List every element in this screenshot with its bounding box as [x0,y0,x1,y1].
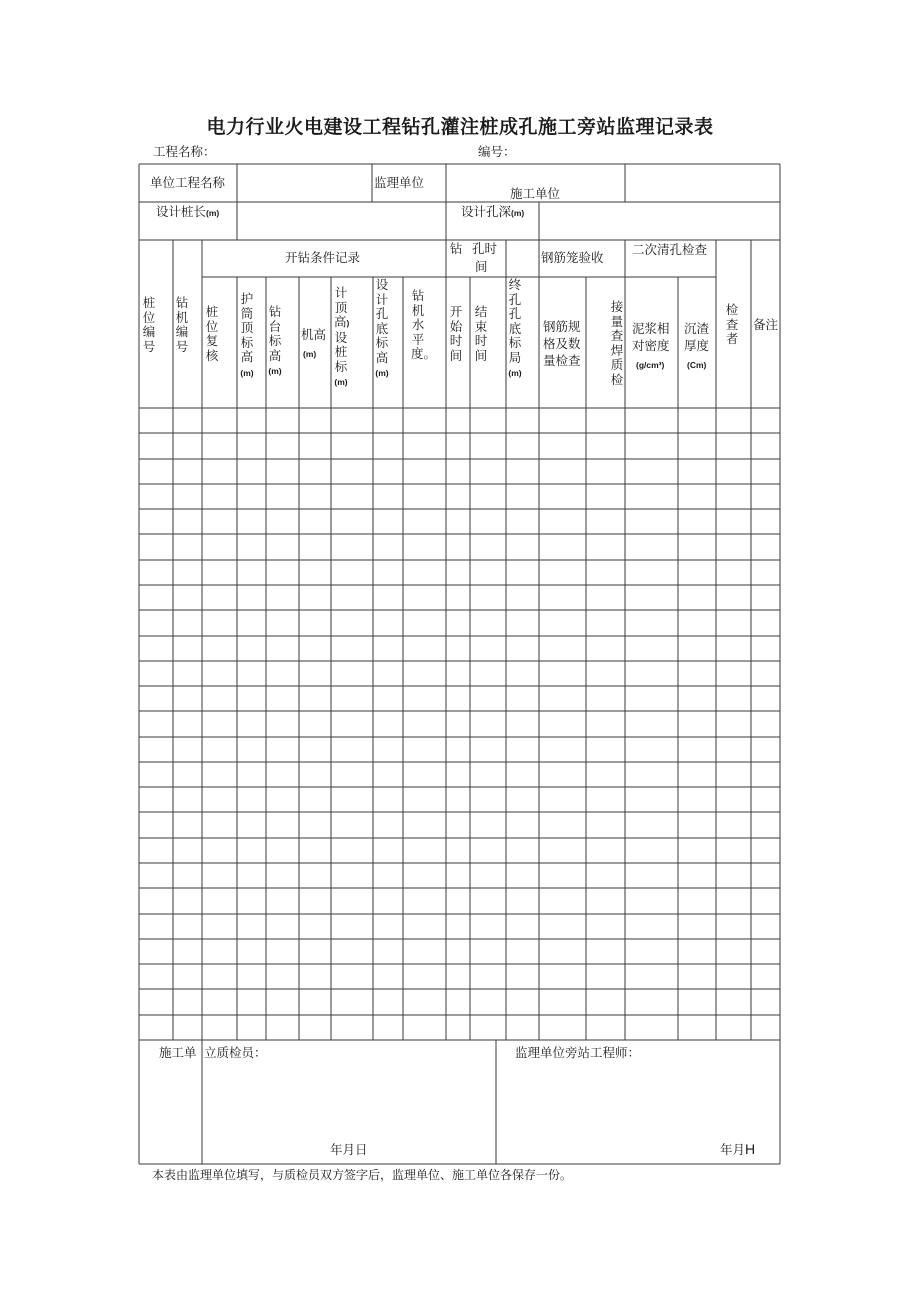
remarks-header: 备注 [753,317,779,332]
drill-time-header-c: 间 [475,259,488,274]
start-time-header: 开始时间 [449,304,463,363]
page-title: 电力行业火电建设工程钻孔灌注桩成孔施工旁站监理记录表 [206,116,714,138]
cage-check-header: 钢筋笼验收 [541,250,604,265]
construction-unit-short: 施工单 [159,1045,197,1060]
supervisor-engineer-label: 监理单位旁站工程师： [515,1045,641,1060]
final-bottom-header: 终孔孔底标局(m) [508,277,522,378]
design-hole-depth-label: 设计孔深(m) [461,204,525,219]
drill-time-header-a: 钻 [449,241,463,256]
casing-top-header: 护筒顶标高(m) [240,291,254,378]
weld-check-header: 接量查焊质检 [610,299,624,387]
drill-conditions-header: 开钻条件记录 [285,250,361,265]
pile-recheck-header: 桩位复核 [205,304,219,363]
design-bottom-header: 设计孔底标高(m) [375,277,389,378]
machine-height-header: 机高 [301,327,327,342]
checker-header: 检查者 [725,302,739,346]
rebar-spec-header: 钢筋规格及数量检查 [543,319,581,368]
footer-note: 本表由监理单位填写，与质检员双方签字后，监理单位、施工单位各保存一份。 [152,1168,573,1182]
number-label: 编号： [478,144,516,159]
design-top-header: 计顶高)设桩标(m) [334,285,350,387]
pile-no-header: 桩位编号 [142,295,156,354]
mud-density-header: 泥浆相对密度 [632,321,670,353]
qc-inspector-label: 立质检员： [204,1045,267,1060]
machine-height-unit: (m) [303,349,317,359]
rig-no-header: 钻机编号 [175,295,189,354]
construction-unit-label: 施工单位 [510,186,561,201]
sediment-unit: (Cm) [687,360,707,370]
project-name-label: 工程名称： [153,144,216,159]
sediment-header: 沉渣厚度 [684,321,710,353]
unit-project-name-label: 单位工程名称 [150,175,226,190]
second-clean-header: 二次清孔检查 [632,242,708,257]
design-pile-length-label: 设计桩长(m) [156,204,220,219]
date-right: 年月H [720,1141,756,1157]
drill-time-header-b: 孔时 [472,241,498,256]
rig-level-header: 钻机水平度。 [411,288,437,361]
mud-density-unit: (g/cm³) [636,360,665,370]
platform-elev-header: 钻台标高(m) [268,304,282,376]
end-time-header: 结束时间 [474,304,488,363]
supervision-unit-label: 监理单位 [374,175,425,190]
date-left: 年月日 [330,1142,368,1157]
